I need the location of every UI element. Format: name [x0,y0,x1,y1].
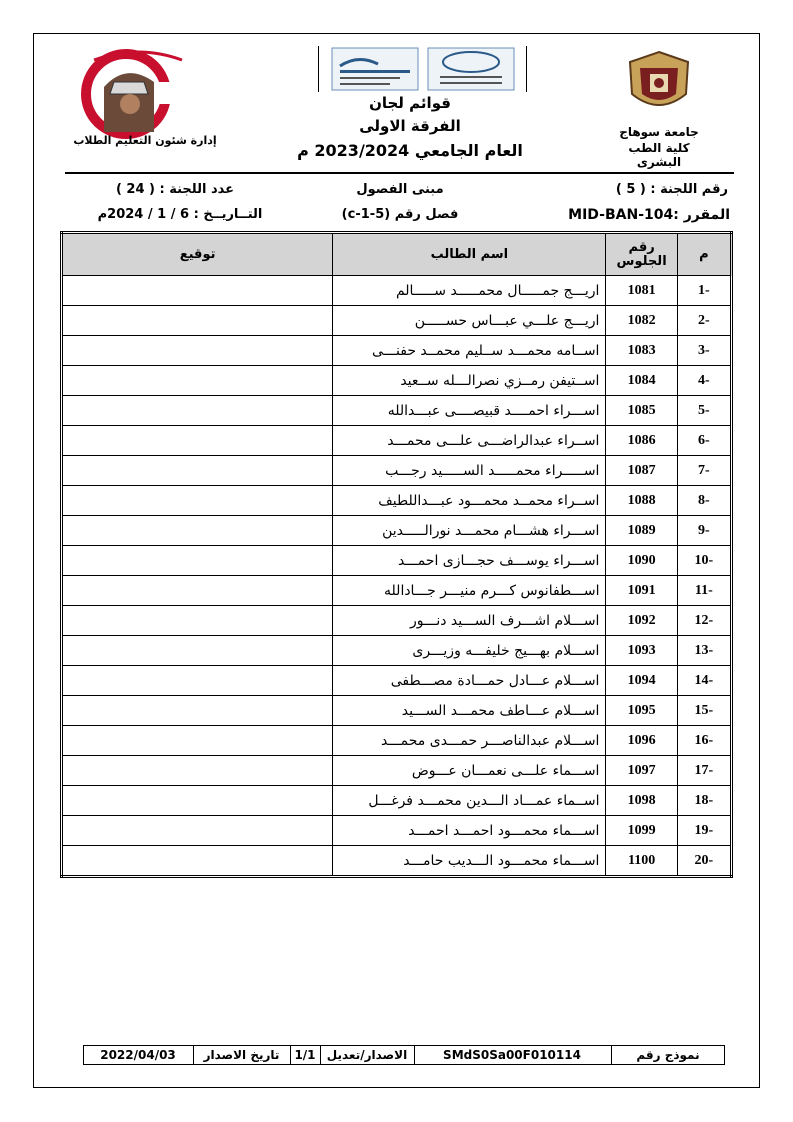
row-number: -13 [677,636,731,666]
seat-number: 1090 [606,546,677,576]
signature-cell[interactable] [62,726,333,756]
student-name: اســتيفن رمــزي نصرالـــله ســعيد [333,366,606,396]
signature-cell[interactable] [62,546,333,576]
col-header-seat [606,233,677,276]
student-name: اســـلام اشـــرف الســـيد دنـــور [333,606,606,636]
student-name: اســماء عمـــاد الـــدين محمـــد فرغـــل [333,786,606,816]
seat-number: 1094 [606,666,677,696]
signature-cell[interactable] [62,666,333,696]
col-header-seat-line2: الجلوس [616,253,667,269]
admin-dept-label: إدارة شئون التعليم الطلاب [73,134,217,147]
row-number: -2 [677,306,731,336]
student-name: اســـلام عبدالناصـــر حمـــدى محمـــد [333,726,606,756]
signature-cell[interactable] [62,636,333,666]
row-number: -20 [677,846,731,877]
seat-number: 1092 [606,606,677,636]
table-row [62,426,732,456]
university-logo-left [74,42,202,140]
seat-number: 1091 [606,576,677,606]
table-row [62,336,732,366]
student-name: اســـلام بهـــيج خليفـــه وزيـــرى [333,636,606,666]
student-name: اســراء عبدالراضـــى علـــى محمـــد [333,426,606,456]
row-number: -15 [677,696,731,726]
student-name: اريـــج جمـــــال محمـــــد ســـــالم [333,276,606,306]
student-name: اســـماء محمـــود احمـــد احمـــد [333,816,606,846]
table-row [62,666,732,696]
student-name: اســـلام عـــادل حمـــادة مصـــطفى [333,666,606,696]
table-row [62,276,732,306]
row-number: -10 [677,546,731,576]
table-row [62,726,732,756]
signature-cell[interactable] [62,516,333,546]
course-code: المقرر :MID-BAN-104 [568,207,730,223]
table-row [62,816,732,846]
form-number-label: نموذج رقم [636,1048,700,1062]
signature-cell[interactable] [62,426,333,456]
seat-number: 1085 [606,396,677,426]
signature-cell[interactable] [62,336,333,366]
signature-cell[interactable] [62,456,333,486]
signature-cell[interactable] [62,276,333,306]
table-row [62,306,732,336]
table-row [62,576,732,606]
table-row [62,516,732,546]
row-number: -18 [677,786,731,816]
row-number: -6 [677,426,731,456]
student-name: اســـلام عـــاطف محمـــد الســـيد [333,696,606,726]
table-row [62,636,732,666]
seat-number: 1099 [606,816,677,846]
table-row [62,486,732,516]
signature-cell[interactable] [62,606,333,636]
committee-number: رقم اللجنة : ( 5 ) [615,182,728,197]
form-footer [83,1045,725,1065]
table-row [62,696,732,726]
building-name: مبنى الفصول [356,182,444,197]
classroom-number: فصل رقم (5-1-c) [341,207,459,222]
issue-label: الاصدار/تعديل [326,1048,408,1062]
table-row [62,846,732,877]
row-number: -7 [677,456,731,486]
seat-number: 1081 [606,276,677,306]
table-row [62,396,732,426]
student-name: اســراء محمــد محمـــود عبـــداللطيف [333,486,606,516]
row-number: -8 [677,486,731,516]
row-number: -14 [677,666,731,696]
university-logo-right [626,50,692,118]
col-header-number: م [677,233,731,276]
table-row [62,456,732,486]
signature-cell[interactable] [62,786,333,816]
seat-number: 1098 [606,786,677,816]
issue-date-label: تاريخ الاصدار [203,1048,280,1062]
signature-cell[interactable] [62,576,333,606]
title-committee-lists: قوائم لجان [369,94,451,112]
student-name: اســـراء احمــــد قبيصــــى عبـــدالله [333,396,606,426]
signature-cell[interactable] [62,816,333,846]
seat-number: 1084 [606,366,677,396]
seat-number: 1086 [606,426,677,456]
signature-cell[interactable] [62,846,333,877]
row-number: -1 [677,276,731,306]
signature-cell[interactable] [62,306,333,336]
form-number-value: SMdS0Sa00F010114 [443,1048,581,1062]
student-name: اســـراء هشـــام محمـــد نورالـــــدين [333,516,606,546]
col-header-seat-line1: رقم [628,239,655,255]
row-number: -17 [677,756,731,786]
table-row [62,786,732,816]
seat-number: 1097 [606,756,677,786]
committee-count: عدد اللجنة : ( 24 ) [115,182,235,197]
student-name: اســـماء محمـــود الـــديب حامـــد [333,846,606,877]
table-row [62,546,732,576]
table-row [62,366,732,396]
table-row [62,606,732,636]
row-number: -16 [677,726,731,756]
row-number: -3 [677,336,731,366]
student-name: اســـماء علـــى نعمـــان عـــوض [333,756,606,786]
seat-number: 1088 [606,486,677,516]
table-header-row [62,233,732,276]
student-name: اســـطفانوس كـــرم منيـــر جـــادالله [333,576,606,606]
row-number: -19 [677,816,731,846]
signature-cell[interactable] [62,396,333,426]
table-row [62,756,732,786]
seat-number: 1093 [606,636,677,666]
exam-date: التــاريــخ : 6 / 1 / 2024م [97,207,263,222]
row-number: -9 [677,516,731,546]
seat-number: 1087 [606,456,677,486]
seat-number: 1082 [606,306,677,336]
seat-number: 1095 [606,696,677,726]
col-header-name: اسم الطالب [333,233,606,276]
faculty-name: كلية الطب البشرى [628,141,690,169]
student-name: اســـــراء محمـــــد الســـــيد رجـــب [333,456,606,486]
signature-cell[interactable] [62,486,333,516]
student-roster-table [60,231,733,878]
title-academic-year: العام الجامعي 2023/2024 م [297,141,523,160]
row-number: -11 [677,576,731,606]
row-number: -12 [677,606,731,636]
seat-number: 1096 [606,726,677,756]
seat-number: 1089 [606,516,677,546]
signature-cell[interactable] [62,366,333,396]
title-first-year: الفرقة الاولى [359,117,461,135]
row-number: -4 [677,366,731,396]
issue-date-value: 2022/04/03 [100,1048,176,1062]
student-name: اريـــج علـــي عبـــاس حســـــن [333,306,606,336]
header-divider [65,172,734,174]
student-name: اســامه محمـــد ســليم محمــد حفنـــى [333,336,606,366]
seat-number: 1083 [606,336,677,366]
col-header-signature: توقيع [62,233,333,276]
row-number: -5 [677,396,731,426]
accreditation-logos [318,46,528,92]
signature-cell[interactable] [62,696,333,726]
seat-number: 1100 [606,846,677,877]
issue-value: 1/1 [294,1048,316,1062]
university-name: جامعة سوهاج [619,125,699,139]
signature-cell[interactable] [62,756,333,786]
student-name: اســـراء يوســـف حجـــازى احمـــد [333,546,606,576]
